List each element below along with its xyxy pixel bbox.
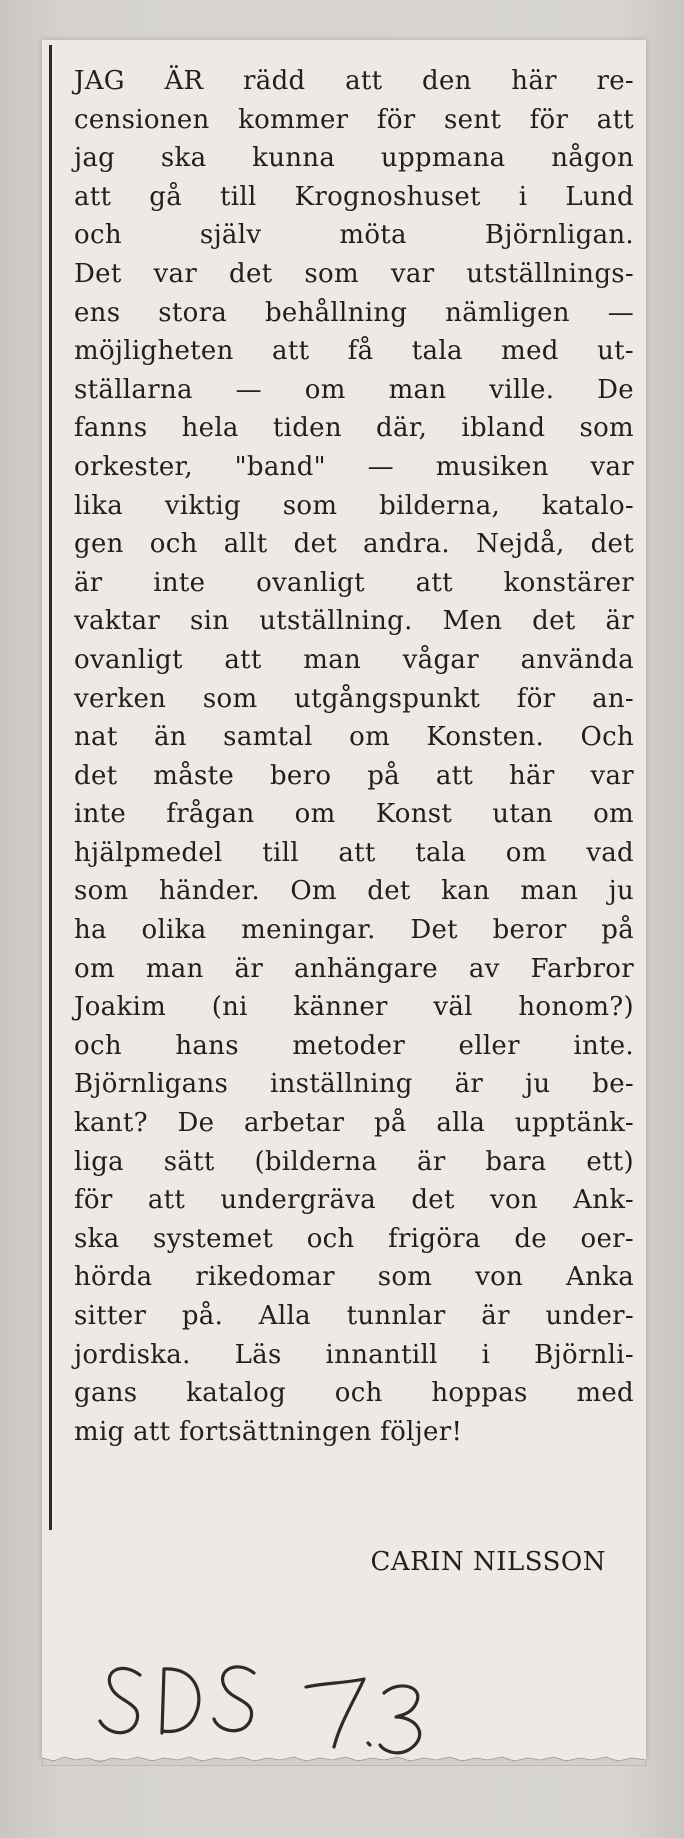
- article-line: lika viktig som bilderna, katalo-: [74, 490, 634, 521]
- article-line: ens stora behållning nämligen —: [74, 297, 634, 328]
- newspaper-clipping: [42, 40, 646, 1760]
- article-line: jag ska kunna uppmana någon: [74, 143, 634, 174]
- article-line: sitter på. Alla tunnlar är under-: [74, 1301, 634, 1331]
- column-rule: [49, 45, 52, 1530]
- article-line: för att undergräva det von Ank-: [74, 1185, 634, 1216]
- article-line: jordiska. Läs innantill i Björnli-: [74, 1339, 634, 1370]
- article-line: censionen kommer för sent för att: [74, 104, 634, 135]
- article-line: fanns hela tiden där, ibland som: [74, 413, 634, 444]
- article-line: är inte ovanligt att konstärer: [74, 567, 634, 598]
- article-line: och hans metoder eller inte.: [74, 1030, 634, 1061]
- article-line: att gå till Krognoshuset i Lund: [74, 181, 634, 212]
- article-line: som händer. Om det kan man ju: [74, 876, 634, 907]
- article-line: Det var det som var utställnings-: [74, 258, 634, 289]
- article-line: mig att fortsättningen följer!: [74, 1416, 463, 1447]
- article-line: JAG ÄR rädd att den här re-: [74, 66, 634, 96]
- article-line: Joakim (ni känner väl honom?): [74, 992, 634, 1023]
- article-line: och själv möta Björnligan.: [74, 220, 634, 251]
- author-byline: CARIN NILSSON: [370, 1547, 606, 1577]
- article-line: ska systemet och frigöra de oer-: [74, 1223, 634, 1254]
- article-line: ovanligt att man vågar använda: [74, 644, 634, 675]
- article-line: ha olika meningar. Det beror på: [74, 915, 634, 946]
- article-line: liga sätt (bilderna är bara ett): [74, 1146, 634, 1177]
- torn-paper-edge: [42, 1754, 646, 1766]
- article-line: kant? De arbetar på alla upptänk-: [74, 1108, 634, 1139]
- article-line: Björnligans inställning är ju be-: [74, 1069, 634, 1100]
- article-line: verken som utgångspunkt för an-: [74, 683, 634, 714]
- review-article: [74, 62, 634, 1577]
- handwritten-note: [78, 1635, 458, 1755]
- article-line: möjligheten att få tala med ut-: [74, 336, 634, 367]
- article-line: hörda rikedomar som von Anka: [74, 1262, 634, 1293]
- article-line: orkester, "band" — musiken var: [74, 451, 634, 482]
- article-line: hjälpmedel till att tala om vad: [74, 837, 634, 868]
- article-line: inte frågan om Konst utan om: [74, 799, 634, 830]
- article-line: nat än samtal om Konsten. Och: [74, 722, 634, 753]
- article-line: om man är anhängare av Farbror: [74, 953, 634, 984]
- article-line: det måste bero på att här var: [74, 760, 634, 791]
- article-line: gen och allt det andra. Nejdå, det: [74, 529, 634, 560]
- article-line: gans katalog och hoppas med: [74, 1378, 634, 1409]
- article-line: ställarna — om man ville. De: [74, 374, 634, 405]
- article-line: vaktar sin utställning. Men det är: [74, 606, 634, 637]
